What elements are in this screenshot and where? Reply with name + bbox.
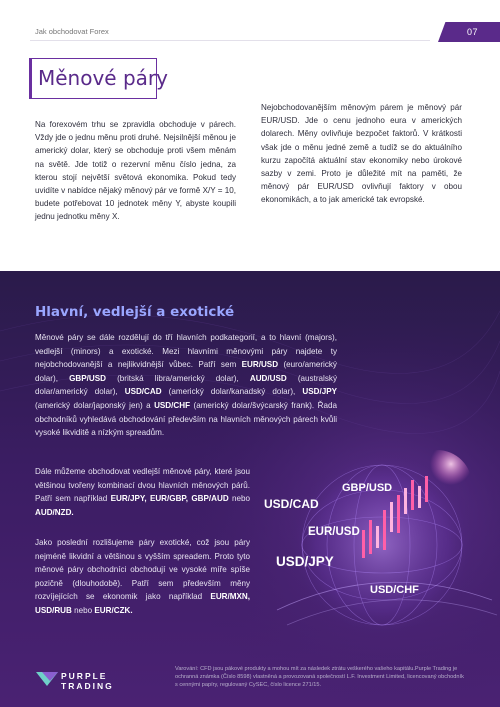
- minors-paragraph: [35, 465, 250, 519]
- text-span: (americký dolar/kanadský dolar),: [161, 387, 303, 397]
- exotics-paragraph: [35, 536, 250, 618]
- majors-paragraph: [35, 331, 337, 440]
- pair-label-usdjpy: USD/JPY: [276, 554, 334, 569]
- pair-label-gbpusd: GBP/USD: [342, 482, 393, 494]
- text-span: (australský dolar/americký dolar),: [35, 373, 337, 397]
- globe-icon: [262, 440, 500, 640]
- pair-audnzd-text: AUD/NZD.: [35, 507, 74, 517]
- purple-trading-logo-icon: [36, 672, 58, 686]
- text-span: (americký dolar/japonský jen) a: [35, 400, 155, 410]
- text-span: (britská libra/americký dolar),: [105, 373, 250, 383]
- header-divider: [30, 40, 430, 41]
- page-number: 07: [466, 27, 478, 37]
- text-span: nebo: [71, 605, 95, 615]
- section-title-accent: [29, 58, 32, 99]
- intro-left-paragraph: Na forexovém trhu se zpravidla obchoduje v párech. Vždy jde o jednu měnu proti druhé. Nejsilnější měnou je americký dolar, který se obchoduje proti všem měnám na světě. Jde totiž o rezervní měnu číslo jedna, za kterou stojí největší světová ekonomika. Pokud tedy uvidíte v nabídce nějaký měnový pár ve formě X/Y = 10, budete potřebovat 10 jednotek měny Y, abyste koupili jednu jednotku měny X.: [35, 120, 236, 222]
- currency-globe-graphic: [262, 440, 500, 640]
- minor-pairs-text: EUR/JPY, EUR/GBP, GBP/AUD: [110, 494, 229, 504]
- brand-logo-text: [61, 671, 114, 691]
- text-span: Měnové páry se dále rozdělují do tří hlavních podkategorií, a to hlavní (majors), vedlejší (minors) a exotické. Mezi hlavními měnovými páry najdete ty nejobchodovanější a nejlikvidnější vůbec. Patří sem: [35, 333, 337, 370]
- dark-section-title: Hlavní, vedlejší a exotické: [35, 304, 235, 320]
- pair-audusd-text: AUD/USD: [249, 373, 287, 383]
- text-span: nebo: [228, 494, 250, 504]
- pair-label-eurusd: EUR/USD: [308, 526, 360, 538]
- risk-disclaimer: Varování: CFD jsou pákové produkty a mohou mít za následek ztrátu veškerého vašeho kapitálu.Purple Trading je ochranná známka (Číslo 8598) vlastněná a provozovaná společností L.F. Investment Limited, licencovaný obchodník s cennými papíry, regulovaný CySEC, číslo licence 271/15.: [175, 666, 464, 688]
- page-header: [0, 0, 500, 45]
- intro-right-paragraph: Nejobchodovanějším měnovým párem je měnový pár EUR/USD. Jde o cenu jednoho eura v amerických dolarech. Měny ovlivňuje bezpočet faktorů. V krátkosti však jde o měnu jedné země a tudíž se do aktuálního kurzu započítá aktuální stav ekonomiky nebo úrokové sazby v zemi. Proto je důležité mít na paměti, že měnový pár EUR/USD ovlivňují faktory v obou ekonomikách, a to jak americké tak evropské.: [261, 103, 462, 205]
- exotic-pairs-text: EUR/MXN, USD/RUB: [35, 592, 250, 615]
- pair-usdchf-text: USD/CHF: [154, 400, 191, 410]
- section-title: Měnové páry: [38, 66, 168, 90]
- text-span: (euro/americký dolar),: [35, 360, 337, 383]
- pair-eurczk-text: EUR/CZK.: [94, 605, 133, 615]
- logo-line-1: PURPLE: [61, 671, 108, 681]
- pair-usdjpy-text: USD/JPY: [302, 387, 337, 397]
- logo-line-2: TRADING: [61, 681, 114, 691]
- pair-label-usdcad: USD/CAD: [264, 497, 319, 511]
- text-span: Jako poslední rozlišujeme páry exotické, což jsou páry nejméně likvidní a většinou s vyšším spreadem. Proto tyto měnové páry obchodníci obchodují ve vysoké míře spíše pozičně (dlouhodobě). Patří sem především měny rozvíjejících se ekonomik jako například: [35, 538, 250, 602]
- pair-usdcad-text: USD/CAD: [124, 387, 162, 397]
- text-span: (americký dolar/švýcarský frank). Řada obchodníků vyhledává obchodování především na hlavních měnových párech kvůli vysoké likviditě a nízkým spreadům.: [35, 400, 337, 438]
- pair-label-usdchf: USD/CHF: [370, 584, 419, 596]
- text-span: Dále můžeme obchodovat vedlejší měnové páry, které jsou většinou tvořeny kombinací dvou hlavních měnových párů. Patří sem například: [35, 467, 250, 504]
- pair-gbpusd-text: GBP/USD: [69, 373, 106, 383]
- header-title: Jak obchodovat Forex: [35, 27, 109, 36]
- pair-eurusd-text: EUR/USD: [241, 360, 279, 370]
